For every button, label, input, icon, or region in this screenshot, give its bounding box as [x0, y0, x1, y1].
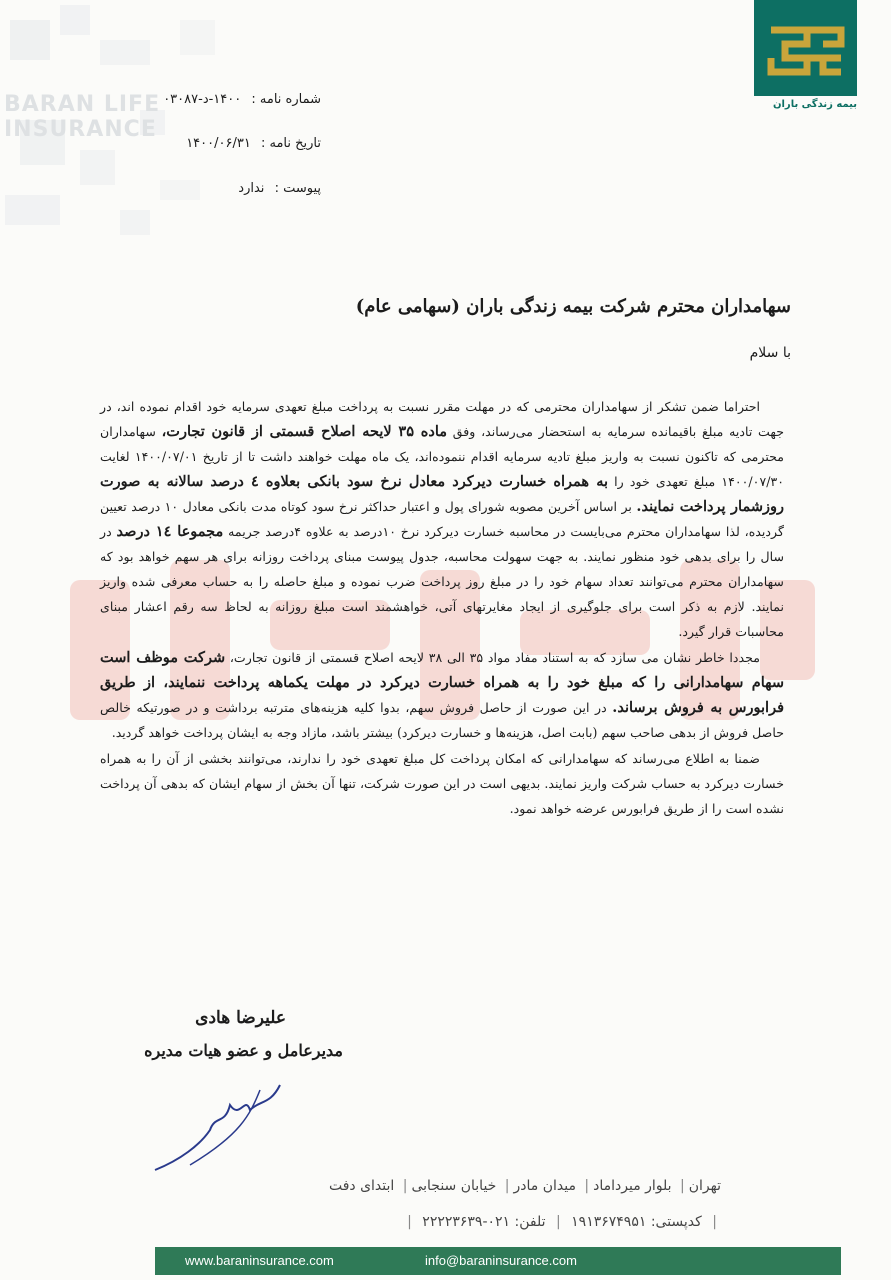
footer-address: تهران| بلوار میرداماد| میدان مادر| خیابان سنجابی| ابتدای دفت [328, 1178, 721, 1194]
p1-text-c: سهامداران محترمی که تاکنون نسبت به واریز مبلغ تادیه سرمایه اقدام ننموده‌اند، یک ماه مهلت خواهند داشت تا از تاریخ ۱۴۰۰/۰۷/۰۱ لغایت ۱۴۰۰/۰۷/۳۰ مبلغ تعهدی خود را [100, 424, 785, 489]
footer-contact: | کدپستی: ۱۹۱۳۶۷۴۹۵۱ | تلفن: ۰۲۱-۲۲۲۲۳۶۳۹ | [407, 1214, 717, 1230]
p2-text-c: در این صورت از حاصل فروش سهم، بدوا کلیه هزینه‌های مترتبه برداشت و در صورتیکه خالص حاصل فروش از بدهی صاحب سهم (بابت اصل، هزینه‌ها و خسارت دیرکرد) بیشتر باشد، مازاد وجه به ایشان پرداخت خواهد گردید. [100, 700, 784, 740]
p1-bold-penalty: به همراه خسارت دیرکرد معادل نرخ سود بانکی بعلاوه ٤ درصد سالانه به صورت روزشمار پرداخت نمایند. [100, 473, 784, 515]
address-part: خیابان سنجابی [411, 1178, 497, 1194]
p1-text-e: بر اساس آخرین مصوبه شورای پول و اعتبار حداکثر نرخ سود کوتاه مدت بانکی معادل ۱۰ درصد تعیین گردیده، لذا سهامداران محترم می‌بایست در محاسبه خسارت دیرکرد نرخ ۱۰درصد به علاوه ۴درصد جریمه [100, 499, 784, 539]
paragraph-3: ضمنا به اطلاع می‌رساند که سهامدارانی که امکان پرداخت کل مبلغ تعهدی خود را ندارند، می‌توانند بخشی از آن را به همراه خسارت دیرکرد به حساب شرکت واریز نمایند. بدیهی است در این صورت شرکت، تنها آن بخش از سهام ایشان که بدهی آن پرداخت نشده است را از طریق فرابورس عرضه خواهد نمود. [100, 751, 784, 816]
attachment-label: پیوست : [274, 181, 321, 196]
postal-label: کدپستی: [650, 1214, 702, 1230]
address-part: بلوار میرداماد [593, 1178, 672, 1194]
letter-date-row [186, 136, 321, 151]
p1-bold-total: مجموعا ١٤ درصد [116, 523, 224, 540]
brand-name: بیمه زندگی باران [772, 99, 857, 110]
letter-body [100, 394, 784, 822]
email-link[interactable]: info@baraninsurance.com [425, 1253, 577, 1268]
signer-name: علیرضا هادی [195, 1008, 286, 1028]
signer-title: مدیرعامل و عضو هیات مدیره [144, 1041, 343, 1060]
letter-number-label: شماره نامه : [251, 92, 321, 107]
website-link[interactable]: www.baraninsurance.com [185, 1253, 334, 1268]
footer-bar [155, 1247, 841, 1275]
company-logo [754, 0, 857, 96]
phone-label: تلفن: [514, 1214, 546, 1230]
address-part: میدان مادر [513, 1178, 576, 1194]
background-pattern [0, 0, 250, 245]
letter-date: ۱۴۰۰/۰۶/۳۱ [186, 136, 251, 151]
p1-text-g: در سال را برای بدهی خود منظور نمایند. به جهت سهولت محاسبه، جدول پیوست مبنای پرداخت روزانه برای هر سهم خواهد بود که سهامداران محترم می‌توانند تعداد سهام خود را در مبلغ روز پرداخت ضرب نموده و مبلغ حاصله را به حساب معرفی شده واریز نمایند. لازم به ذکر است برای جلوگیری از ایجاد مغایرتهای آتی، خواهشمند است مبلغ روزانه به لحاظ سه رقم اعشار مبنای محاسبات قرار گیرد. [100, 524, 784, 639]
logo-mark-icon [767, 22, 845, 76]
postal-code: ۱۹۱۳۶۷۴۹۵۱ [571, 1214, 647, 1230]
letter-number: ۱۴۰۰-د-۰۳۰۸۷ [163, 92, 242, 107]
p1-text-a: احتراما ضمن تشکر از سهامداران محترمی که در مهلت مقرر نسبت به پرداخت مبلغ تعهدی سرمایه خود اقدام نموده اند، در جهت تادیه مبلغ باقیمانده سرمایه به استحضار می‌رساند، وفق [100, 399, 784, 439]
address-part: ابتدای دفت [328, 1178, 395, 1194]
attachment-value: ندارد [238, 181, 265, 196]
attachment-row [238, 181, 321, 196]
pattern-word: BARAN LIFE INSURANCE [4, 92, 161, 142]
paragraph-1 [100, 394, 784, 644]
p1-bold-article: ماده ۳۵ لایحه اصلاح قسمتی از قانون تجارت، [161, 423, 448, 440]
paragraph-2 [100, 645, 784, 745]
phone-number: ۰۲۱-۲۲۲۲۳۶۳۹ [422, 1214, 511, 1230]
p2-bold-obligation: شرکت موظف است سهام سهامدارانی را که مبلغ خود را به همراه خسارت دیرکرد در مهلت یکماهه پرداخت ننمایند، از طریق فرابورس به فروش برساند. [100, 649, 784, 716]
letter-date-label: تاریخ نامه : [260, 136, 321, 151]
addressee: سهامداران محترم شرکت بیمه زندگی باران (سهامی عام) [355, 296, 791, 317]
letter-number-row [163, 92, 321, 107]
handwritten-signature [150, 1075, 290, 1175]
p2-text-a: مجددا خاطر نشان می سازد که به استناد مفاد مواد ۳۵ الی ۳۸ لایحه اصلاح قسمتی از قانون تجارت، [229, 650, 760, 665]
greeting: با سلام [749, 345, 791, 361]
address-part: تهران [688, 1178, 721, 1194]
